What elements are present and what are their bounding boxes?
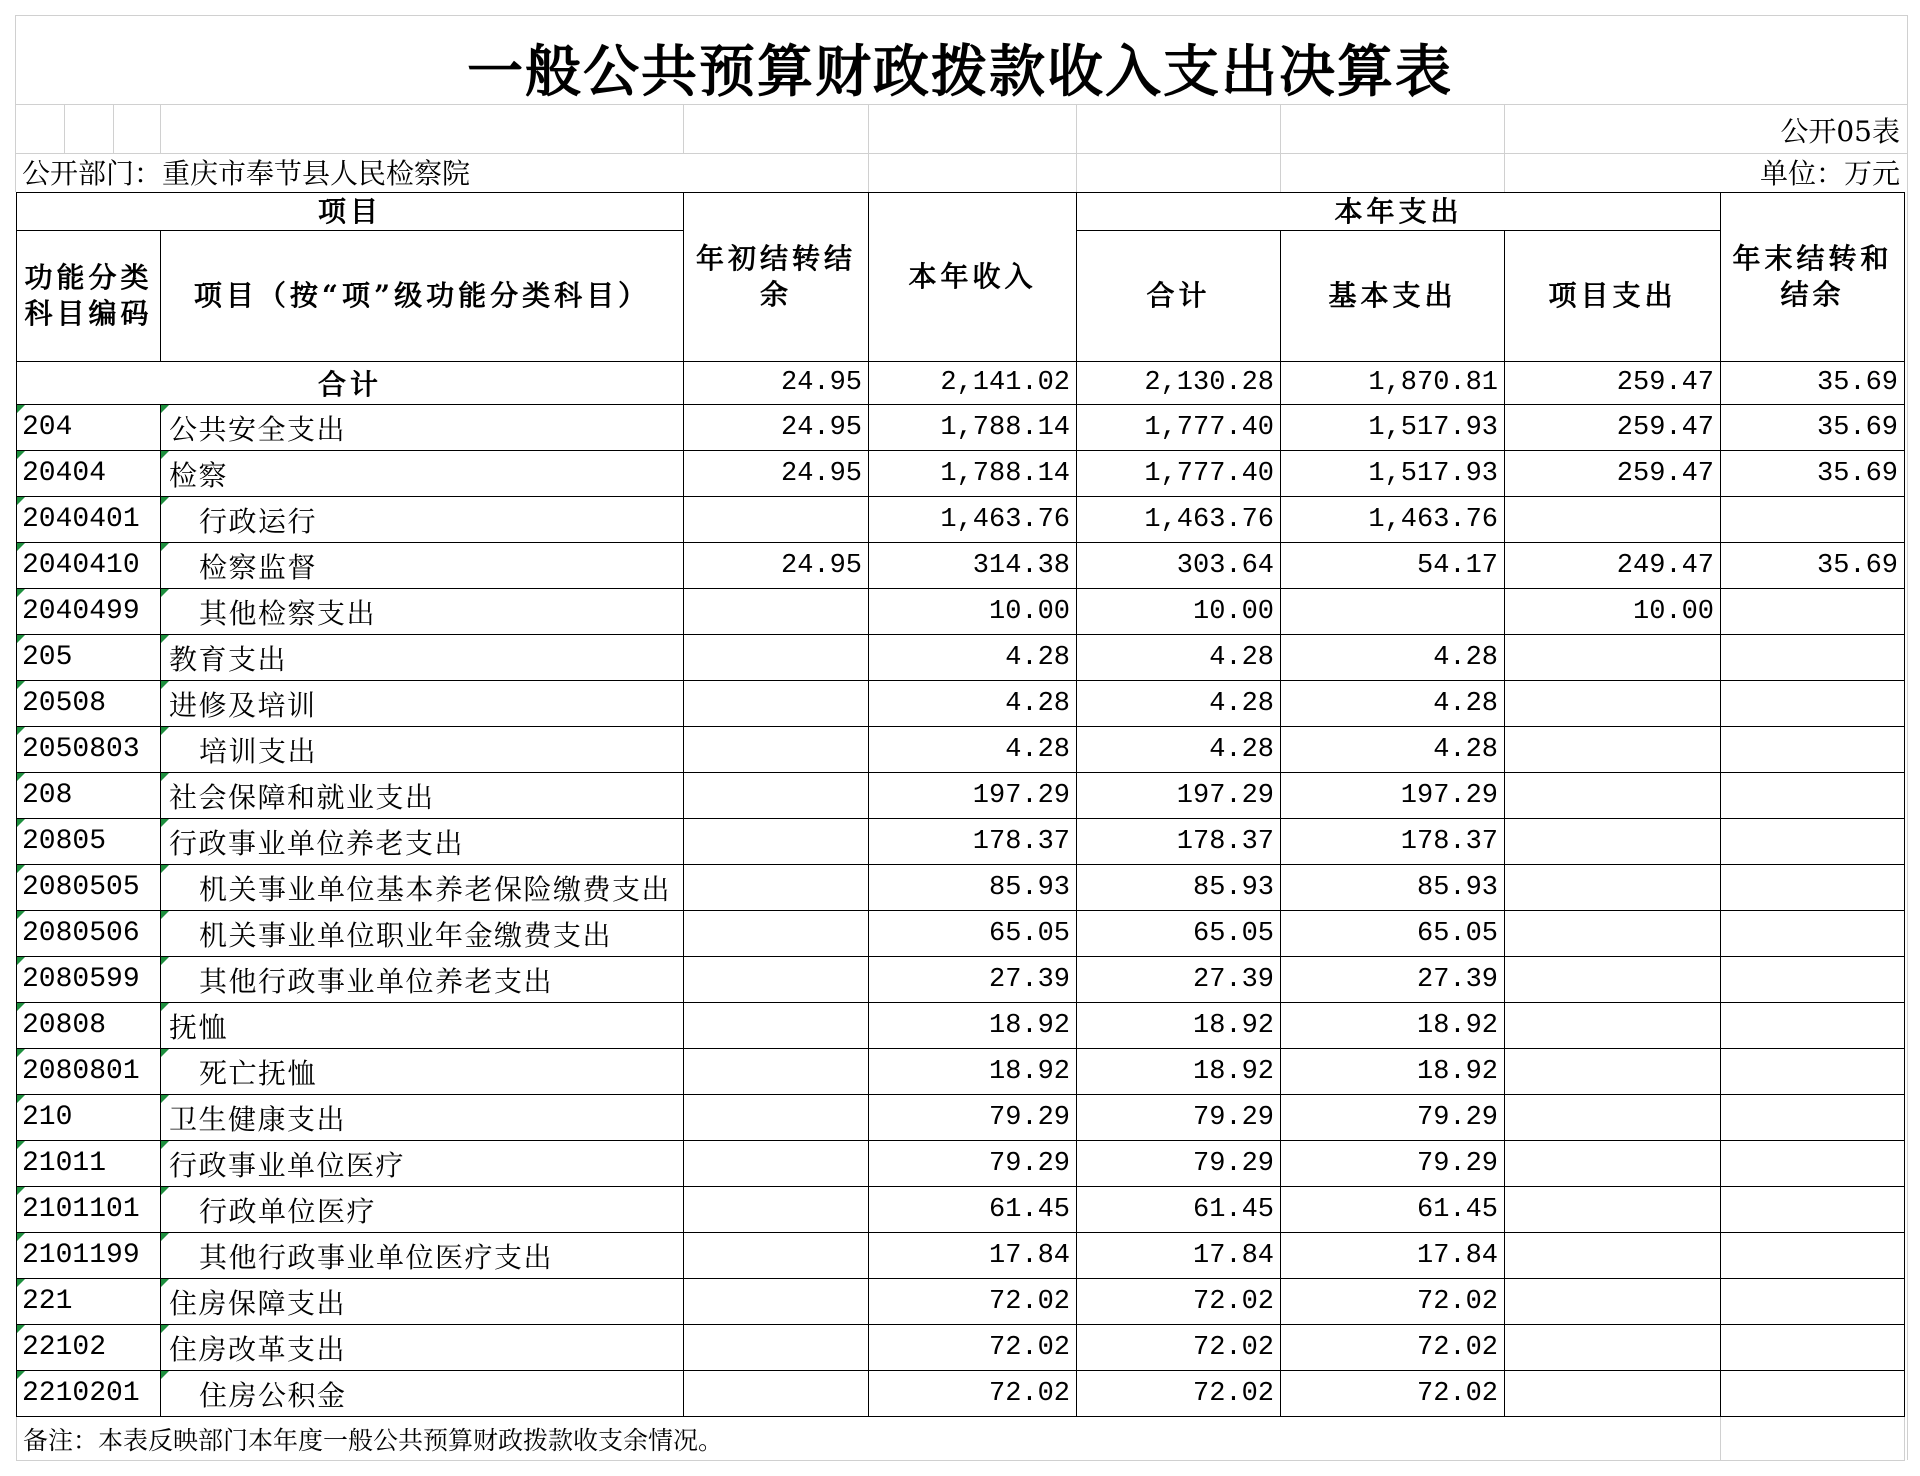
total-project-expense: 259.47 xyxy=(1505,362,1721,405)
expense-total-cell: 17.84 xyxy=(1077,1233,1281,1279)
basic-expense-cell: 72.02 xyxy=(1281,1325,1505,1371)
item-name-cell: 培训支出 xyxy=(161,727,684,773)
closing-balance-cell: 35.69 xyxy=(1721,451,1905,497)
project-expense-cell xyxy=(1505,1371,1721,1417)
income-cell: 17.84 xyxy=(869,1233,1077,1279)
opening-balance-cell xyxy=(684,1371,869,1417)
project-expense-cell xyxy=(1505,773,1721,819)
opening-balance-cell: 24.95 xyxy=(684,543,869,589)
function-code-cell: 210 xyxy=(17,1095,161,1141)
closing-balance-cell xyxy=(1721,819,1905,865)
table-row xyxy=(17,819,1905,865)
basic-expense-cell: 1,517.93 xyxy=(1281,451,1505,497)
basic-expense-cell: 61.45 xyxy=(1281,1187,1505,1233)
project-expense-cell: 259.47 xyxy=(1505,451,1721,497)
opening-balance-cell xyxy=(684,1187,869,1233)
header-item-group: 项目 xyxy=(17,193,684,231)
table-row xyxy=(17,911,1905,957)
expense-total-cell: 85.93 xyxy=(1077,865,1281,911)
header-code: 功能分类科目编码 xyxy=(17,231,161,362)
closing-balance-cell xyxy=(1721,957,1905,1003)
table-header xyxy=(17,193,1905,405)
closing-balance-cell xyxy=(1721,773,1905,819)
gridline xyxy=(160,104,161,153)
table-row xyxy=(17,1141,1905,1187)
closing-balance-cell xyxy=(1721,497,1905,543)
opening-balance-cell xyxy=(684,635,869,681)
function-code-cell: 204 xyxy=(17,405,161,451)
total-closing-balance: 35.69 xyxy=(1721,362,1905,405)
expense-total-cell: 4.28 xyxy=(1077,727,1281,773)
item-name-cell: 其他行政事业单位医疗支出 xyxy=(161,1233,684,1279)
item-name-cell: 住房改革支出 xyxy=(161,1325,684,1371)
expense-total-cell: 1,463.76 xyxy=(1077,497,1281,543)
income-cell: 4.28 xyxy=(869,681,1077,727)
project-expense-cell xyxy=(1505,1095,1721,1141)
basic-expense-cell: 4.28 xyxy=(1281,635,1505,681)
basic-expense-cell: 4.28 xyxy=(1281,681,1505,727)
expense-total-cell: 197.29 xyxy=(1077,773,1281,819)
expense-total-cell: 178.37 xyxy=(1077,819,1281,865)
expense-total-cell: 72.02 xyxy=(1077,1279,1281,1325)
opening-balance-cell: 24.95 xyxy=(684,451,869,497)
total-expense-total: 2,130.28 xyxy=(1077,362,1281,405)
expense-total-cell: 72.02 xyxy=(1077,1371,1281,1417)
closing-balance-cell xyxy=(1721,681,1905,727)
income-cell: 18.92 xyxy=(869,1049,1077,1095)
basic-expense-cell: 65.05 xyxy=(1281,911,1505,957)
table-row xyxy=(17,543,1905,589)
expense-total-cell: 18.92 xyxy=(1077,1049,1281,1095)
closing-balance-cell xyxy=(1721,1049,1905,1095)
header-row xyxy=(17,193,1905,231)
opening-balance-cell xyxy=(684,589,869,635)
remark-note: 备注：本表反映部门本年度一般公共预算财政拨款收支余情况。 xyxy=(17,1417,1721,1461)
total-label: 合计 xyxy=(17,362,684,405)
closing-balance-cell: 35.69 xyxy=(1721,405,1905,451)
gridline xyxy=(683,104,684,153)
project-expense-cell xyxy=(1505,1325,1721,1371)
function-code-cell: 2101199 xyxy=(17,1233,161,1279)
function-code-cell: 2040499 xyxy=(17,589,161,635)
project-expense-cell xyxy=(1505,819,1721,865)
closing-balance-cell xyxy=(1721,635,1905,681)
project-expense-cell xyxy=(1505,497,1721,543)
function-code-cell: 21011 xyxy=(17,1141,161,1187)
item-name-cell: 其他检察支出 xyxy=(161,589,684,635)
expense-total-cell: 1,777.40 xyxy=(1077,405,1281,451)
basic-expense-cell: 197.29 xyxy=(1281,773,1505,819)
opening-balance-cell xyxy=(684,865,869,911)
function-code-cell: 2101101 xyxy=(17,1187,161,1233)
table-row xyxy=(17,1233,1905,1279)
income-cell: 79.29 xyxy=(869,1141,1077,1187)
function-code-cell: 2080599 xyxy=(17,957,161,1003)
table-row xyxy=(17,1095,1905,1141)
function-code-cell: 20805 xyxy=(17,819,161,865)
gridline xyxy=(868,104,869,192)
basic-expense-cell: 1,463.76 xyxy=(1281,497,1505,543)
function-code-cell: 2080801 xyxy=(17,1049,161,1095)
opening-balance-cell xyxy=(684,1003,869,1049)
income-cell: 72.02 xyxy=(869,1325,1077,1371)
header-opening-balance: 年初结转结余 xyxy=(684,193,869,362)
expense-total-cell: 4.28 xyxy=(1077,635,1281,681)
item-name-cell: 检察 xyxy=(161,451,684,497)
basic-expense-cell: 54.17 xyxy=(1281,543,1505,589)
item-name-cell: 行政事业单位养老支出 xyxy=(161,819,684,865)
gridline xyxy=(1280,104,1281,192)
table-row xyxy=(17,1279,1905,1325)
item-name-cell: 机关事业单位职业年金缴费支出 xyxy=(161,911,684,957)
table-row xyxy=(17,635,1905,681)
function-code-cell: 205 xyxy=(17,635,161,681)
income-cell: 61.45 xyxy=(869,1187,1077,1233)
total-opening-balance: 24.95 xyxy=(684,362,869,405)
table-row xyxy=(17,773,1905,819)
function-code-cell: 22102 xyxy=(17,1325,161,1371)
table-footer xyxy=(17,1417,1905,1461)
header-basic-expense: 基本支出 xyxy=(1281,231,1505,362)
function-code-cell: 2040401 xyxy=(17,497,161,543)
income-cell: 197.29 xyxy=(869,773,1077,819)
closing-balance-cell xyxy=(1721,727,1905,773)
opening-balance-cell xyxy=(684,957,869,1003)
item-name-cell: 住房公积金 xyxy=(161,1371,684,1417)
table-row xyxy=(17,865,1905,911)
form-number: 公开05表 xyxy=(1780,115,1900,148)
income-cell: 1,788.14 xyxy=(869,405,1077,451)
table-row xyxy=(17,681,1905,727)
project-expense-cell xyxy=(1505,957,1721,1003)
item-name-cell: 行政单位医疗 xyxy=(161,1187,684,1233)
basic-expense-cell: 1,517.93 xyxy=(1281,405,1505,451)
opening-balance-cell xyxy=(684,681,869,727)
remark-row xyxy=(17,1417,1905,1461)
header-income: 本年收入 xyxy=(869,193,1077,362)
table-row xyxy=(17,1187,1905,1233)
closing-balance-cell xyxy=(1721,865,1905,911)
expense-total-cell: 79.29 xyxy=(1077,1141,1281,1187)
total-row xyxy=(17,362,1905,405)
basic-expense-cell: 18.92 xyxy=(1281,1049,1505,1095)
closing-balance-cell xyxy=(1721,1279,1905,1325)
gridline xyxy=(1076,104,1077,192)
project-expense-cell xyxy=(1505,635,1721,681)
table-row xyxy=(17,1371,1905,1417)
header-name: 项目（按“项”级功能分类科目） xyxy=(161,231,684,362)
item-name-cell: 教育支出 xyxy=(161,635,684,681)
basic-expense-cell: 178.37 xyxy=(1281,819,1505,865)
item-name-cell: 机关事业单位基本养老保险缴费支出 xyxy=(161,865,684,911)
header-expense-total: 合计 xyxy=(1077,231,1281,362)
opening-balance-cell xyxy=(684,727,869,773)
basic-expense-cell: 17.84 xyxy=(1281,1233,1505,1279)
opening-balance-cell xyxy=(684,773,869,819)
table-row xyxy=(17,451,1905,497)
income-cell: 4.28 xyxy=(869,635,1077,681)
gridline xyxy=(1907,15,1908,1460)
basic-expense-cell: 72.02 xyxy=(1281,1279,1505,1325)
item-name-cell: 公共安全支出 xyxy=(161,405,684,451)
expense-total-cell: 303.64 xyxy=(1077,543,1281,589)
report-title: 一般公共预算财政拨款收入支出决算表 xyxy=(467,38,1453,105)
table-body xyxy=(17,405,1905,1417)
income-cell: 72.02 xyxy=(869,1371,1077,1417)
item-name-cell: 行政运行 xyxy=(161,497,684,543)
item-name-cell: 检察监督 xyxy=(161,543,684,589)
closing-balance-cell xyxy=(1721,1141,1905,1187)
item-name-cell: 社会保障和就业支出 xyxy=(161,773,684,819)
income-cell: 1,463.76 xyxy=(869,497,1077,543)
total-income: 2,141.02 xyxy=(869,362,1077,405)
gridline xyxy=(1504,104,1505,192)
table-row xyxy=(17,957,1905,1003)
function-code-cell: 20508 xyxy=(17,681,161,727)
income-cell: 85.93 xyxy=(869,865,1077,911)
closing-balance-cell xyxy=(1721,911,1905,957)
table-row xyxy=(17,589,1905,635)
item-name-cell: 进修及培训 xyxy=(161,681,684,727)
income-cell: 65.05 xyxy=(869,911,1077,957)
closing-balance-cell xyxy=(1721,1095,1905,1141)
table-row xyxy=(17,497,1905,543)
closing-balance-cell xyxy=(1721,589,1905,635)
total-basic-expense: 1,870.81 xyxy=(1281,362,1505,405)
function-code-cell: 221 xyxy=(17,1279,161,1325)
expense-total-cell: 79.29 xyxy=(1077,1095,1281,1141)
remark-empty-cell xyxy=(1721,1417,1905,1461)
income-cell: 10.00 xyxy=(869,589,1077,635)
project-expense-cell xyxy=(1505,911,1721,957)
closing-balance-cell xyxy=(1721,1325,1905,1371)
project-expense-cell: 10.00 xyxy=(1505,589,1721,635)
project-expense-cell xyxy=(1505,1187,1721,1233)
project-expense-cell xyxy=(1505,865,1721,911)
function-code-cell: 20404 xyxy=(17,451,161,497)
basic-expense-cell: 27.39 xyxy=(1281,957,1505,1003)
department-label: 公开部门：重庆市奉节县人民检察院 xyxy=(22,157,471,190)
expense-total-cell: 61.45 xyxy=(1077,1187,1281,1233)
item-name-cell: 死亡抚恤 xyxy=(161,1049,684,1095)
item-name-cell: 住房保障支出 xyxy=(161,1279,684,1325)
expense-total-cell: 4.28 xyxy=(1077,681,1281,727)
project-expense-cell xyxy=(1505,1233,1721,1279)
opening-balance-cell xyxy=(684,497,869,543)
budget-table xyxy=(16,192,1905,1461)
closing-balance-cell xyxy=(1721,1003,1905,1049)
project-expense-cell xyxy=(1505,1049,1721,1095)
function-code-cell: 20808 xyxy=(17,1003,161,1049)
function-code-cell: 208 xyxy=(17,773,161,819)
expense-total-cell: 27.39 xyxy=(1077,957,1281,1003)
income-cell: 18.92 xyxy=(869,1003,1077,1049)
basic-expense-cell: 18.92 xyxy=(1281,1003,1505,1049)
opening-balance-cell xyxy=(684,1049,869,1095)
header-closing-balance: 年末结转和结余 xyxy=(1721,193,1905,362)
income-cell: 1,788.14 xyxy=(869,451,1077,497)
function-code-cell: 2210201 xyxy=(17,1371,161,1417)
opening-balance-cell xyxy=(684,1141,869,1187)
expense-total-cell: 1,777.40 xyxy=(1077,451,1281,497)
opening-balance-cell xyxy=(684,1325,869,1371)
closing-balance-cell xyxy=(1721,1371,1905,1417)
table-row xyxy=(17,405,1905,451)
function-code-cell: 2080506 xyxy=(17,911,161,957)
project-expense-cell xyxy=(1505,1003,1721,1049)
project-expense-cell xyxy=(1505,727,1721,773)
item-name-cell: 卫生健康支出 xyxy=(161,1095,684,1141)
item-name-cell: 其他行政事业单位养老支出 xyxy=(161,957,684,1003)
basic-expense-cell: 4.28 xyxy=(1281,727,1505,773)
item-name-cell: 行政事业单位医疗 xyxy=(161,1141,684,1187)
closing-balance-cell xyxy=(1721,1187,1905,1233)
header-project-expense: 项目支出 xyxy=(1505,231,1721,362)
income-cell: 79.29 xyxy=(869,1095,1077,1141)
project-expense-cell xyxy=(1505,681,1721,727)
basic-expense-cell: 85.93 xyxy=(1281,865,1505,911)
basic-expense-cell xyxy=(1281,589,1505,635)
expense-total-cell: 65.05 xyxy=(1077,911,1281,957)
function-code-cell: 2040410 xyxy=(17,543,161,589)
closing-balance-cell: 35.69 xyxy=(1721,543,1905,589)
basic-expense-cell: 79.29 xyxy=(1281,1141,1505,1187)
opening-balance-cell xyxy=(684,819,869,865)
gridline xyxy=(113,104,114,153)
function-code-cell: 2080505 xyxy=(17,865,161,911)
opening-balance-cell: 24.95 xyxy=(684,405,869,451)
table-row xyxy=(17,1049,1905,1095)
closing-balance-cell xyxy=(1721,1233,1905,1279)
table-row xyxy=(17,727,1905,773)
expense-total-cell: 10.00 xyxy=(1077,589,1281,635)
project-expense-cell xyxy=(1505,1141,1721,1187)
expense-total-cell: 18.92 xyxy=(1077,1003,1281,1049)
table-row xyxy=(17,1325,1905,1371)
opening-balance-cell xyxy=(684,1279,869,1325)
income-cell: 72.02 xyxy=(869,1279,1077,1325)
header-expense-group: 本年支出 xyxy=(1077,193,1721,231)
project-expense-cell xyxy=(1505,1279,1721,1325)
unit-label: 单位：万元 xyxy=(1759,157,1900,190)
opening-balance-cell xyxy=(684,911,869,957)
income-cell: 314.38 xyxy=(869,543,1077,589)
table-row xyxy=(17,1003,1905,1049)
basic-expense-cell: 72.02 xyxy=(1281,1371,1505,1417)
opening-balance-cell xyxy=(684,1095,869,1141)
item-name-cell: 抚恤 xyxy=(161,1003,684,1049)
opening-balance-cell xyxy=(684,1233,869,1279)
income-cell: 178.37 xyxy=(869,819,1077,865)
function-code-cell: 2050803 xyxy=(17,727,161,773)
income-cell: 27.39 xyxy=(869,957,1077,1003)
expense-total-cell: 72.02 xyxy=(1077,1325,1281,1371)
basic-expense-cell: 79.29 xyxy=(1281,1095,1505,1141)
gridline xyxy=(64,104,65,153)
project-expense-cell: 259.47 xyxy=(1505,405,1721,451)
income-cell: 4.28 xyxy=(869,727,1077,773)
project-expense-cell: 249.47 xyxy=(1505,543,1721,589)
